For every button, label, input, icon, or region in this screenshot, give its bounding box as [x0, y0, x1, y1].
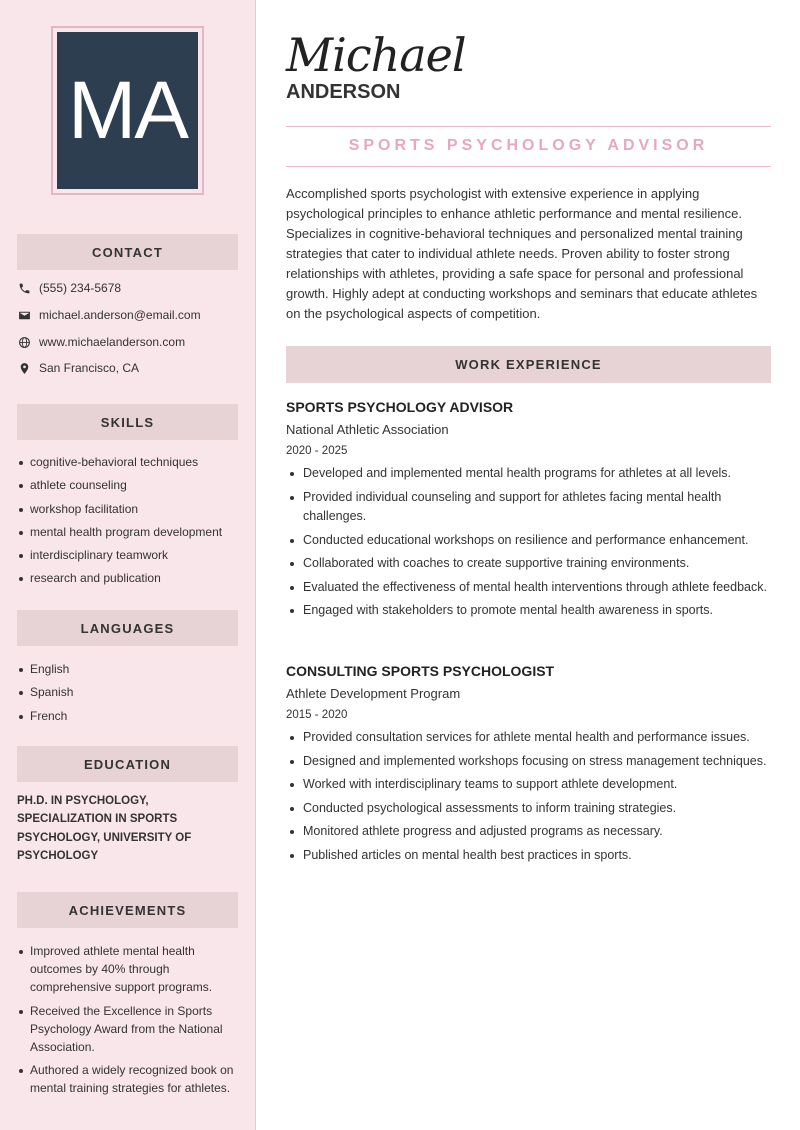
job-bullet: Worked with interdisciplinary teams to support athlete development.: [286, 775, 771, 795]
job-role: CONSULTING SPORTS PSYCHOLOGIST: [286, 663, 555, 679]
job-dates: 2020 - 2025: [286, 445, 348, 457]
last-name: ANDERSON: [286, 81, 401, 103]
job-bullets: [286, 728, 771, 865]
languages-heading: LANGUAGES: [17, 610, 238, 646]
work-experience-heading: WORK EXPERIENCE: [286, 346, 771, 383]
job-bullet: Conducted educational workshops on resilience and performance enhancement.: [286, 531, 771, 551]
job-entry: [286, 398, 771, 625]
title-rule-bottom: [286, 166, 771, 167]
website-text[interactable]: www.michaelanderson.com: [39, 335, 186, 349]
skill-item: cognitive-behavioral techniques: [17, 453, 242, 471]
achievement-item: Authored a widely recognized book on mental training strategies for athletes.: [17, 1061, 242, 1097]
language-item: English: [17, 660, 242, 678]
job-title: SPORTS PSYCHOLOGY ADVISOR: [348, 137, 709, 154]
first-name: Michael: [286, 28, 466, 82]
monogram: MA: [57, 32, 198, 189]
location-pin-icon: [17, 361, 31, 375]
skill-item: mental health program development: [17, 523, 242, 541]
languages-list: [17, 660, 242, 725]
job-organization: Athlete Development Program: [286, 686, 461, 701]
skill-item: research and publication: [17, 569, 242, 587]
skill-item: workshop facilitation: [17, 500, 242, 518]
job-bullet: Provided individual counseling and support for athletes facing mental health challenges.: [286, 488, 771, 527]
location-text: San Francisco, CA: [39, 361, 140, 375]
globe-icon: [17, 335, 31, 349]
education-heading: EDUCATION: [17, 746, 238, 782]
job-bullet: Collaborated with coaches to create supportive training environments.: [286, 554, 771, 574]
phone-text[interactable]: (555) 234-5678: [39, 281, 122, 295]
contact-location: [17, 359, 139, 377]
title-rule-top: [286, 126, 771, 127]
job-bullet: Developed and implemented mental health programs for athletes at all levels.: [286, 464, 771, 484]
achievements-list: [17, 942, 242, 1097]
phone-icon: [17, 281, 31, 295]
skill-item: interdisciplinary teamwork: [17, 546, 242, 564]
contact-heading: CONTACT: [17, 234, 238, 270]
achievement-item: Received the Excellence in Sports Psychology Award from the National Association.: [17, 1002, 242, 1056]
skills-list: [17, 453, 242, 587]
job-bullet: Engaged with stakeholders to promote mental health awareness in sports.: [286, 601, 771, 621]
achievements-heading: ACHIEVEMENTS: [17, 892, 238, 928]
job-organization: National Athletic Association: [286, 422, 449, 437]
contact-phone: [17, 279, 121, 297]
language-item: Spanish: [17, 683, 242, 701]
job-bullet: Conducted psychological assessments to inform training strategies.: [286, 799, 771, 819]
job-bullet: Published articles on mental health best practices in sports.: [286, 846, 771, 866]
contact-email: [17, 306, 201, 324]
job-dates: 2015 - 2020: [286, 709, 348, 721]
job-bullets: [286, 464, 771, 621]
contact-website: [17, 333, 185, 351]
job-bullet: Provided consultation services for athlete mental health and performance issues.: [286, 728, 771, 748]
email-text[interactable]: michael.anderson@email.com: [39, 308, 201, 322]
sidebar: [0, 0, 256, 1130]
language-item: French: [17, 707, 242, 725]
job-bullet: Monitored athlete progress and adjusted programs as necessary.: [286, 822, 771, 842]
education-degree: PH.D. IN PSYCHOLOGY, SPECIALIZATION IN SPORTS PSYCHOLOGY, UNIVERSITY OF PSYCHOLOGY: [17, 795, 192, 862]
job-bullet: Designed and implemented workshops focusing on stress management techniques.: [286, 752, 771, 772]
summary: Accomplished sports psychologist with extensive experience in applying psychological principles to enhance athletic performance and mental resilience. Specializes in cognitive-behavioral techniques and personalized mental training strategies that cater to individual athlete needs. Proven ability to foster strong relationships with athletes, providing a safe space for personal and professional growth. Highly adept at conducting workshops and seminars that educate athletes on the psychological aspects of competition.: [286, 186, 758, 321]
skills-heading: SKILLS: [17, 404, 238, 440]
email-icon: [17, 308, 31, 322]
job-bullet: Evaluated the effectiveness of mental health interventions through athlete feedback.: [286, 578, 771, 598]
achievement-item: Improved athlete mental health outcomes by 40% through comprehensive support programs.: [17, 942, 242, 996]
skill-item: athlete counseling: [17, 476, 242, 494]
job-entry: [286, 662, 771, 869]
job-role: SPORTS PSYCHOLOGY ADVISOR: [286, 399, 514, 415]
